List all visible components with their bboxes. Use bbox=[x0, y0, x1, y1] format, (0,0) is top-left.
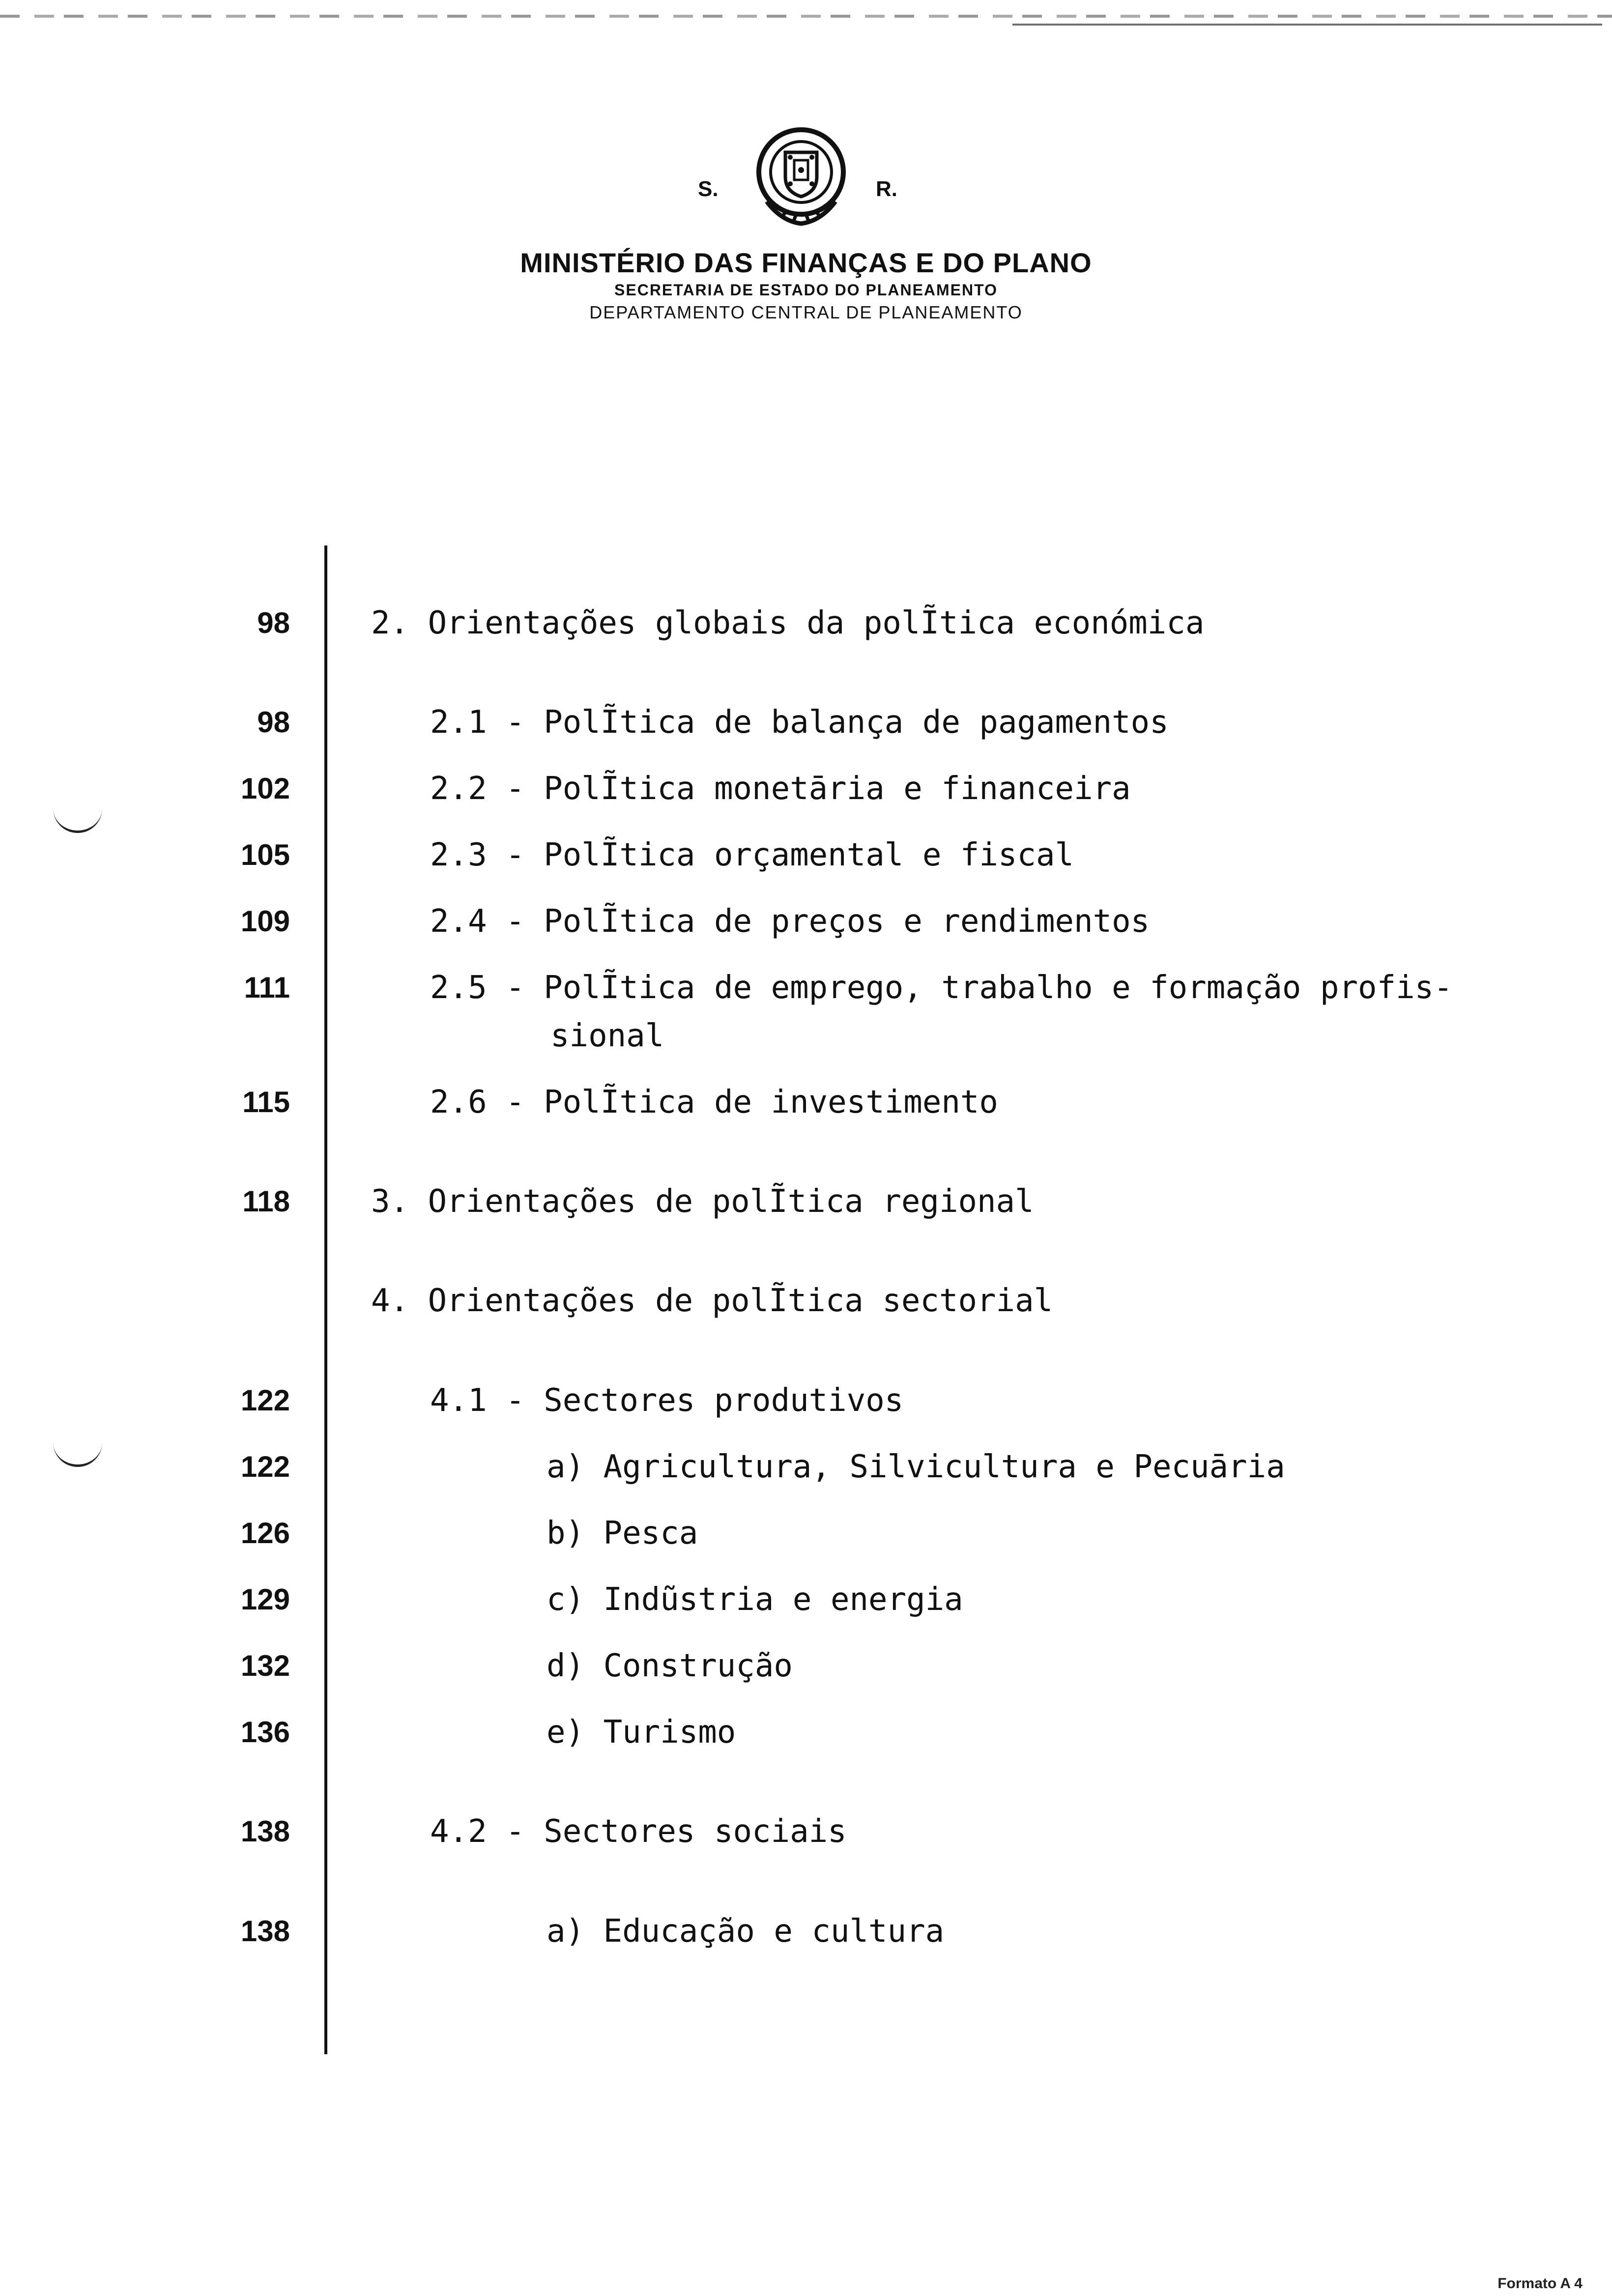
secretaria-line: SECRETARIA DE ESTADO DO PLANEAMENTO bbox=[614, 281, 998, 299]
toc-page-number: 102 bbox=[240, 772, 290, 805]
toc-page-number: 109 bbox=[240, 905, 290, 938]
toc-entry bbox=[0, 1808, 1612, 1855]
toc-entry bbox=[0, 1908, 1612, 1955]
toc-entry bbox=[0, 898, 1612, 945]
toc-page-number: 126 bbox=[240, 1517, 290, 1550]
toc-entry bbox=[0, 1642, 1612, 1690]
toc-entry bbox=[0, 699, 1612, 746]
toc-page-number: 118 bbox=[242, 1185, 290, 1218]
toc-title: 4. Orientações de polĨtica sectorial bbox=[371, 1283, 1053, 1319]
toc-entry bbox=[0, 1277, 1612, 1324]
toc-entry bbox=[0, 1178, 1612, 1225]
crest-right-letter: R. bbox=[876, 177, 897, 201]
toc-title: 2.2 - PolĨtica monetāria e financeira bbox=[430, 771, 1131, 807]
toc-page-number: 132 bbox=[240, 1649, 290, 1682]
toc-title: e) Turismo bbox=[547, 1714, 736, 1751]
toc-page-number: 122 bbox=[240, 1384, 290, 1417]
toc-title: 4.2 - Sectores sociais bbox=[430, 1813, 847, 1850]
toc-title: 2.3 - PolĨtica orçamental e fiscal bbox=[430, 837, 1074, 873]
toc-page-number: 98 bbox=[257, 706, 290, 739]
toc-title: d) Construção bbox=[547, 1648, 793, 1684]
toc-title: a) Agricultura, Silvicultura e Pecuāria bbox=[547, 1449, 1285, 1485]
ministry-title: MINISTÉRIO DAS FINANÇAS E DO PLANO bbox=[520, 247, 1092, 278]
toc-entry bbox=[0, 1510, 1612, 1557]
toc-title: 2.6 - PolĨtica de investimento bbox=[430, 1084, 998, 1120]
departamento-line: DEPARTAMENTO CENTRAL DE PLANEAMENTO bbox=[589, 302, 1023, 322]
toc-entry bbox=[0, 1709, 1612, 1756]
toc-title: 2.4 - PolĨtica de preços e rendimentos bbox=[430, 903, 1150, 940]
toc-title: 2.5 - PolĨtica de emprego, trabalho e formação profis- bbox=[430, 970, 1453, 1006]
toc-title: a) Educação e cultura bbox=[547, 1913, 945, 1950]
toc-entry-continuation bbox=[0, 1012, 1612, 1060]
toc-entry bbox=[0, 600, 1612, 647]
toc-title: c) Indũstria e energia bbox=[547, 1581, 963, 1618]
toc-title-continuation: sional bbox=[550, 1018, 664, 1054]
toc-page-number: 115 bbox=[242, 1086, 290, 1119]
toc-entry bbox=[0, 1443, 1612, 1491]
form-code: Formato A 4 bbox=[1497, 2275, 1583, 2292]
crest-left-letter: S. bbox=[698, 177, 719, 201]
toc-title: 4.1 - Sectores produtivos bbox=[430, 1382, 904, 1419]
toc-title: b) Pesca bbox=[547, 1515, 698, 1551]
toc-entry bbox=[0, 1576, 1612, 1623]
toc-entry bbox=[0, 964, 1612, 1011]
toc-page-number: 105 bbox=[240, 838, 290, 871]
toc-page-number: 138 bbox=[240, 1815, 290, 1848]
toc-page-number: 122 bbox=[240, 1450, 290, 1483]
toc-page-number: 138 bbox=[240, 1915, 290, 1948]
toc-page-number: 98 bbox=[257, 606, 290, 639]
toc-title: 2.1 - PolĨtica de balança de pagamentos bbox=[430, 704, 1169, 741]
toc-page-number: 111 bbox=[244, 971, 290, 1004]
toc-entry bbox=[0, 1377, 1612, 1424]
toc-entry bbox=[0, 765, 1612, 812]
toc-page-number: 136 bbox=[240, 1716, 290, 1749]
toc-page-number: 129 bbox=[240, 1583, 290, 1616]
toc-title: 2. Orientações globais da polĨtica económica bbox=[371, 605, 1205, 641]
toc-entry bbox=[0, 832, 1612, 879]
toc-entry bbox=[0, 1079, 1612, 1126]
toc-title: 3. Orientações de polĨtica regional bbox=[371, 1183, 1034, 1220]
